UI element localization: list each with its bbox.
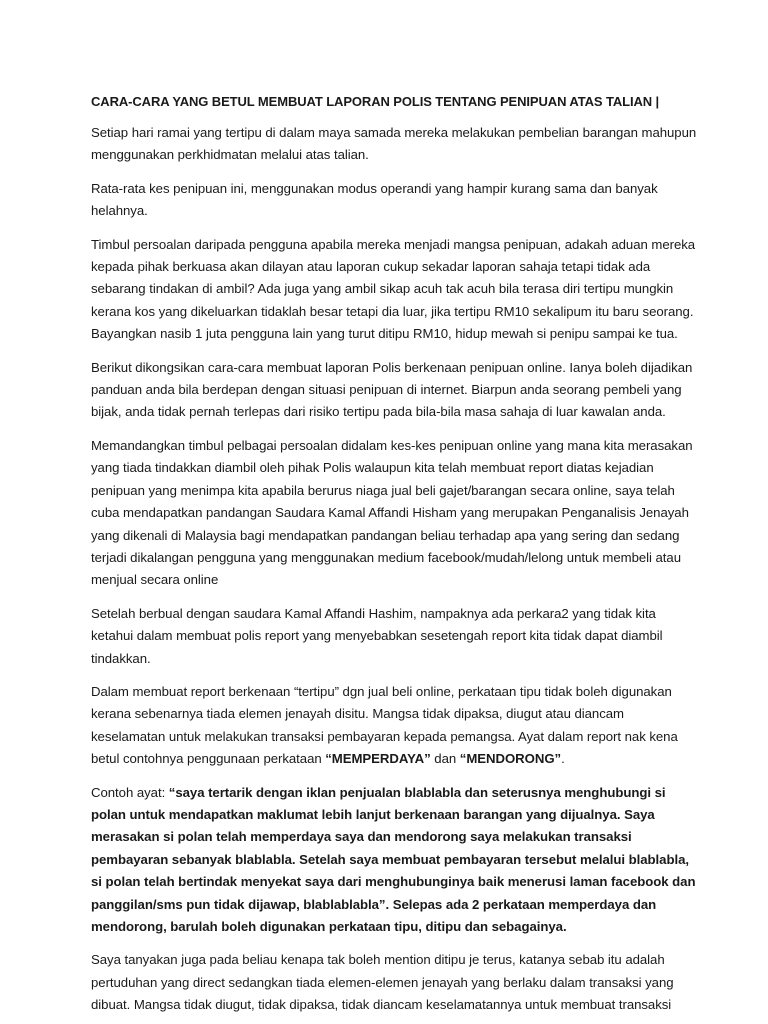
paragraph-7-and: dan [430,751,460,767]
paragraph-7-text: Dalam membuat report berkenaan “tertipu” dgn jual beli online, perkataan tipu tidak boleh digunakan kerana sebenarnya tiada elemen jenayah disitu. Mangsa tidak dipaksa, diugut atau diancam keselamatan untuk melakukan transaksi pembayaran kepada pemangsa. Ayat dalam report nak kena betul contohnya penggunaan perkataan [91,683,678,767]
paragraph-7 [91,681,698,771]
paragraph-3: Timbul persoalan daripada pengguna apabila mereka menjadi mangsa penipuan, adakah aduan mereka kepada pihak berkuasa akan dilayan atau laporan cukup sekadar laporan sahaja tetapi tidak ada sebarang tindakan di ambil? Ada juga yang ambil sikap acuh tak acuh bila terasa diri tertipu mungkin kerana kos yang dikeluarkan tidaklah besar tetapi dia luar, jika tertipu RM10 sekalipum itu baru seorang. Bayangkan nasib 1 juta pengguna lain yang turut ditipu RM10, hidup mewah si penipu sampai ke tua. [91,236,696,342]
paragraph-4: Berikut dikongsikan cara-cara membuat laporan Polis berkenaan penipuan online. Ianya boleh dijadikan panduan anda bila berdepan dengan situasi penipuan di internet. Biarpun anda seorang pembeli yang bijak, anda tidak pernah terlepas dari risiko tertipu pada bila-bila masa sahaja di luar kawalan anda. [91,359,693,420]
paragraph-6: Setelah berbual dengan saudara Kamal Affandi Hashim, nampaknya ada perkara2 yang tidak kita ketahui dalam membuat polis report yang menyebabkan sesetengah report kita tidak dapat diambil tindakkan. [91,605,663,666]
document-title: CARA-CARA YANG BETUL MEMBUAT LAPORAN POLIS TENTANG PENIPUAN ATAS TALIAN | [91,94,660,109]
example-sentence: “saya tertarik dengan iklan penjualan blablabla dan seterusnya menghubungi si polan untuk mendapatkan maklumat lebih lanjut berkenaan barangan yang dijualnya. Saya merasakan si polan telah memperdaya saya dan mendorong saya melakukan transaksi pembayaran sebanyak blablabla. Setelah saya membuat pembayaran tersebut melalui blablabla, si polan telah bertindak menyekat saya dari menghubunginya baik menerusi laman facebook dan panggilan/sms pun tidak dijawap, blablablabla”. Selepas ada 2 perkataan memperdaya dan mendorong, barulah boleh digunakan perkataan tipu, ditipu dan sebagainya. [91,784,696,934]
paragraph-1: Setiap hari ramai yang tertipu di dalam maya samada mereka melakukan pembelian barangan mahupun menggunakan perkhidmatan melalui atas talian. [91,125,697,163]
paragraph-2: Rata-rata kes penipuan ini, menggunakan modus operandi yang hampir kurang sama dan banyak helahnya. [91,180,658,219]
paragraph-7-end: . [561,751,565,767]
example-label: Contoh ayat: [91,784,169,800]
paragraph-9: Saya tanyakan juga pada beliau kenapa tak boleh mention ditipu je terus, katanya sebab itu adalah pertuduhan yang direct sedangkan tiada elemen-elemen jenayah yang berlaku dalam transaksi yang dibuat. Mangsa tidak diugut, tidak dipaksa, tidak diancam keselamatannya untuk membuat transaksi [91,952,674,1013]
bold-term-memperdaya: “MEMPERDAYA” [325,751,431,767]
paragraph-5: Memandangkan timbul pelbagai persoalan didalam kes-kes penipuan online yang mana kita merasakan yang tiada tindakkan diambil oleh pihak Polis walaupun kita telah membuat report diatas kejadian penipuan yang menimpa kita apabila berurus niaga jual beli gajet/barangan secara online, saya telah cuba mendapatkan pandangan Saudara Kamal Affandi Hisham yang merupakan Penganalisis Jenayah yang dikenali di Malaysia bagi mendapatkan pandangan beliau terhadap apa yang sering dan sedang terjadi dikalangan pengguna yang menggunakan medium facebook/mudah/lelong untuk membeli atau menjual secara online [91,437,693,588]
paragraph-8 [91,782,698,939]
bold-term-mendorong: “MENDORONG” [459,751,562,767]
